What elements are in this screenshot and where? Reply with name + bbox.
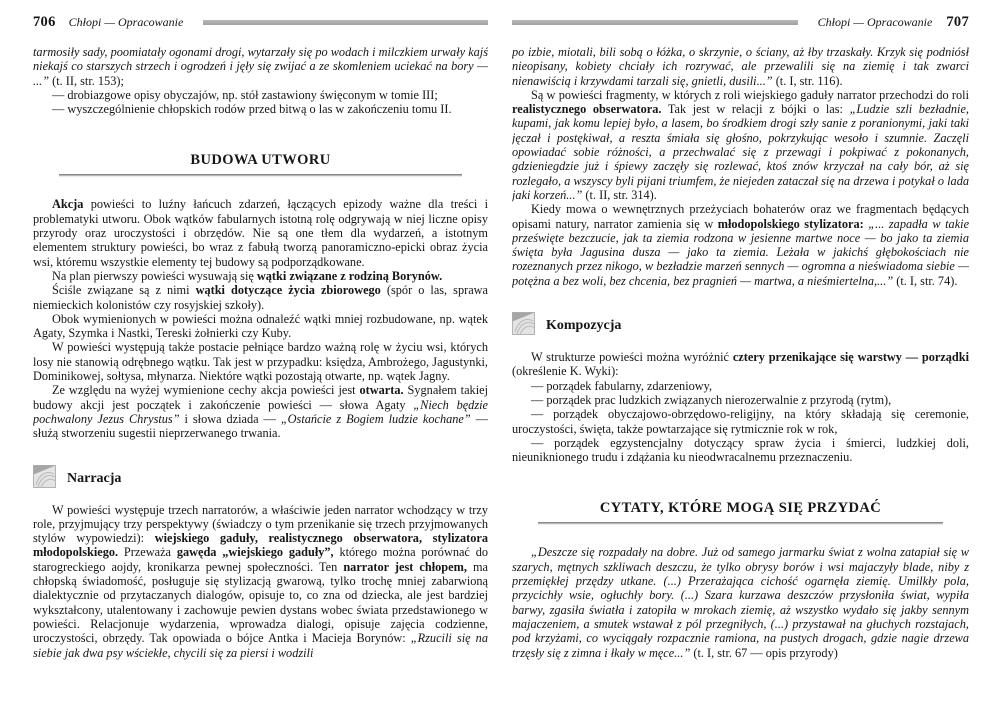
text-segment: W powieści występują także postacie pełniące bardzo ważną rolę w życiu wsi, których losy nie stanowią odrębnego wątku. Tak jest w przypadku: księdza, Ambrożego, Jagustynki, Dominikowej, sołtysa, młynarza. Niektóre wątki pozostają otwarte, np. wątek Jagny.	[33, 340, 488, 384]
text-segment: W strukturze powieści można wyróżnić	[531, 350, 733, 365]
text-segment: (t. I, str. 67 — opis przyrody)	[690, 645, 838, 660]
text-segment: „... zapadła w takie prześwięte bezczucie, jak ta ziemia rodzona w jesienne martwe noce — bo jako ta ziemia święta była Jagusina dusza — jako ta ziemia. Leżała w jakichś głębokościach nie rozeznanych przez nikogo, w bezładzie marzeń sennych — ogromna a nieświadoma siebie — potężna a bez woli, bez chcenia, bez pragnień — martwa, a nieśmiertelna,...”	[512, 216, 969, 288]
text-segment: otwarta.	[359, 383, 404, 398]
text-segment: Sygnałem takiej budowy akcji jest początek i zakończenie powieści — słowa Agaty	[33, 383, 488, 412]
text-segment: (t. II, str. 153);	[49, 73, 124, 88]
section-heading-block	[59, 152, 462, 177]
ornament-icon	[512, 312, 535, 335]
text-segment: „Ludzie szli bezładnie, kupami, jak komu lepiej było, a lasem, bo środkiem drogi szły sanie z poranionymi, jaki taki jęczał i postękiwał, a reszta śmiała się głośno, pokrzykując wesoło i szumnie. Zaczęli opowiadać sobie różności, a przechwalać się z przewagi i pokpiwać z pokonanych, gdzieniegdzie już i śpiewy zaczęły się rozlewać, ktoś znów krzyczał na cały bór, aż się rozlegało, a wszyscy byli pijani triumfem, że niejeden zataczał się na drzewa i potykał o lada jaki korzeń...”	[512, 102, 969, 202]
section-heading: CYTATY, KTÓRE MOGĄ SIĘ PRZYDAĆ	[599, 500, 882, 517]
paragraph	[512, 45, 969, 88]
paragraph	[33, 383, 488, 440]
text-segment: i słowa dziada —	[179, 411, 281, 426]
text-segment: wątki dotyczące życia zbiorowego	[195, 283, 381, 298]
paragraph	[33, 503, 488, 660]
paragraph	[33, 283, 488, 312]
text-segment: „Rzucili się na siebie jak dwa psy wściekłe, chycili się za piersi i wodzili	[33, 631, 488, 660]
text-segment: którego można porównać do starogreckiego aojdy, kronikarza pewnej społeczności. Ten	[33, 545, 488, 574]
section-heading: BUDOWA UTWORU	[190, 152, 331, 169]
text-segment: — drobiazgowe opisy obyczajów, np. stół zastawiony święconym w tomie III;	[52, 87, 438, 102]
text-segment: Przeważa	[118, 545, 177, 560]
text-segment: wątki związane z rodziną Borynów.	[256, 268, 443, 283]
text-segment: — służą stworzeniu sugestii nieprzerwanego trwania.	[33, 411, 488, 441]
text-segment: — porządek obyczajowo-obrzędowo-religijny, na który składają się ceremonie, uroczystości, święta, także powtarzające się rytmicznie rok w rok,	[512, 407, 969, 436]
text-segment: (t. I, str. 74).	[893, 273, 958, 288]
text-segment: „Niech będzie pochwalony Jezus Chrystus”	[33, 397, 488, 426]
list-item	[33, 102, 488, 116]
heading-rule	[538, 522, 943, 525]
list-item	[512, 407, 969, 436]
text-segment: (t. I, str. 116).	[772, 73, 843, 88]
text-segment: Ściśle związane są z nimi	[52, 283, 196, 298]
text-segment: młodopolskiego stylizatora:	[717, 216, 864, 231]
text-segment: Kiedy mowa o wewnętrznych przeżyciach bohaterów oraz we fragmentach będących opisami natury, narrator zamienia się w	[512, 202, 969, 231]
text-segment: gawęda „wiejskiego gaduły”,	[176, 545, 334, 560]
text-segment: po izbie, miotali, bili sobą o łóżka, o skrzynie, o ściany, aż łby trzaskały. Krzyk się podniósł nieopisany, kobiety chciały ich rozrywać, ale przewalili się na ziemię i tak zwarci nienawiścią i krzywdami tarzali się, gnietli, dusili...”	[512, 45, 969, 88]
text-segment: wiejskiego gaduły, realistycznego obserwatora, stylizatora młodopolskiego.	[33, 531, 488, 560]
text-segment: „Deszcze się rozpadały na dobre. Już od samego jarmarku świat z wolna zatapiał się w szarych, mętnych szkliwach deszczu, że tylko obrysy borów i wsi majaczyły blade, niby z przemiękłej przędzy utkane. (...) Przerażająca cichość ogarnęła ziemię. Umilkły pola, przycichły wsie, ogłuchły bory. (...) Szara kurzawa deszczów przysłoniła świat, wypiła barwy, zgasiła światła i zatopiła w mrokach ziemię, aż wszystko wydało się jakby sennym majaczeniem, a smutek wstawał z pól przegniłych, (...) przystawał na głuchych rozstajach, pod krzyżami, co wyciągały rozpacznie ramiona, na pustych drogach, gdzie nagie drzewa trzęsły się z zimna i łkały w męce...”	[512, 545, 969, 660]
text-segment: Tak jest w relacji z bójki o las:	[661, 102, 850, 117]
text-segment: — porządek egzystencjalny dotyczący spraw życia i śmierci, ludzkiej doli, nieuniknionego trudu i zdążania ku nieodwracalnemu przeznaczeniu.	[512, 435, 969, 465]
text-segment: cztery przenikające się warstwy — porządki	[732, 350, 969, 365]
paragraph	[33, 269, 488, 283]
subsection-heading: Narracja	[67, 470, 122, 486]
text-segment: W powieści występuje trzech narratorów, a właściwie jeden narrator wchodzący w trzy role, przyjmujący trzy perspektywy (świadczy o tym przenikanie się trzech przyjmowanych stylów wypowiedzi):	[33, 502, 488, 546]
subsection-heading-block	[512, 312, 969, 335]
page-content	[512, 45, 969, 660]
text-segment: powieści to luźny łańcuch zdarzeń, łączących epizody ważne dla treści i problematyki utworu. Obok wątków fabularnych istotną rolę odgrywają w niej liczne opisy przyrody oraz uroczystości i obrzędów. Nie są one tłem dla wydarzeń, a istotnym elementem struktury powieści, bo wraz z fabułą tworzą panoramiczno-epicki obraz życia wsi, któremu wszystkie elementy tej budowy są podporządkowane.	[33, 197, 488, 269]
paragraph	[33, 197, 488, 268]
text-segment: „Ostańcie z Bogiem ludzie kochane”	[280, 411, 471, 426]
header-bar	[203, 20, 488, 25]
page-number: 706	[33, 14, 56, 30]
ornament-icon	[33, 465, 56, 488]
text-segment: Na plan pierwszy powieści wysuwają się	[52, 268, 257, 283]
page-number: 707	[946, 14, 969, 30]
header-bar	[512, 20, 798, 25]
text-segment: — porządek fabularny, zdarzeniowy,	[531, 378, 713, 393]
text-segment: (określenie K. Wyki):	[512, 364, 619, 379]
section-heading-block	[538, 500, 943, 525]
text-segment: — wyszczególnienie chłopskich rodów przed bitwą o las w zakończeniu tomu II.	[52, 102, 452, 117]
paragraph	[512, 350, 969, 379]
text-segment: Akcja	[52, 197, 84, 212]
page-header	[33, 14, 488, 30]
running-title: Chłopi — Opracowanie	[68, 14, 184, 29]
text-segment: Są w powieści fragmenty, w których z roli wiejskiego gaduły narrator przechodzi do roli	[531, 87, 969, 102]
text-segment: narrator jest chłopem,	[343, 559, 467, 574]
running-title: Chłopi — Opracowanie	[817, 14, 933, 29]
heading-rule	[59, 174, 462, 177]
text-segment: Ze względu na wyżej wymienione cechy akcja powieści jest	[52, 383, 360, 398]
page-header	[512, 14, 969, 30]
page-706	[33, 14, 488, 706]
subsection-heading-block	[33, 465, 488, 488]
subsection-heading: Kompozycja	[546, 318, 622, 334]
paragraph	[512, 88, 969, 202]
paragraph	[33, 45, 488, 88]
text-segment: ma chłopską świadomość, posługuje się stylizacją gwarową, tylko trochę mniej zabarwioną dialektycznie od przytaczanych dialogów, opisuje to, co zna od dziecka, ale jest bardziej wykształcony, utalentowany i zachowuje pewien dystans wobec świata przedstawionego w powieści. Relacjonuje wydarzenia, wprowadza dialogi, opisuje zajęcia codzienne, uroczystości, obrzędy. Tak opowiada o bójce Antka i Macieja Borynów:	[33, 559, 488, 646]
list-item	[512, 393, 969, 407]
list-item	[512, 436, 969, 465]
paragraph	[512, 202, 969, 288]
list-item	[512, 379, 969, 393]
text-segment: — porządek prac ludzkich związanych nierozerwalnie z przyrodą (rytm),	[531, 392, 892, 407]
page-content	[33, 45, 488, 660]
paragraph	[33, 340, 488, 383]
text-segment: realistycznego obserwatora.	[512, 102, 662, 117]
text-segment: (spór o las, sprawa niemieckich kolonistów czy rosyjskiej szkoły).	[33, 283, 488, 312]
text-segment: tarmosiły sady, poomiatały ogonami drogi, wytarzały się po wodach i milczkiem urwały kajś niekajś co starszych strzech i ogrodzeń i jęły się zwijać a ze skomleniem uciekać na bory — ...”	[33, 45, 488, 88]
list-item	[33, 88, 488, 102]
paragraph	[512, 545, 969, 659]
paragraph	[33, 312, 488, 341]
text-segment: (t. II, str. 314).	[582, 187, 657, 202]
page-707	[512, 14, 969, 706]
text-segment: Obok wymienionych w powieści można odnaleźć wątki mniej rozbudowane, np. wątek Agaty, Szymka i Nastki, Tereski żołnierki czy Kuby.	[33, 311, 488, 341]
